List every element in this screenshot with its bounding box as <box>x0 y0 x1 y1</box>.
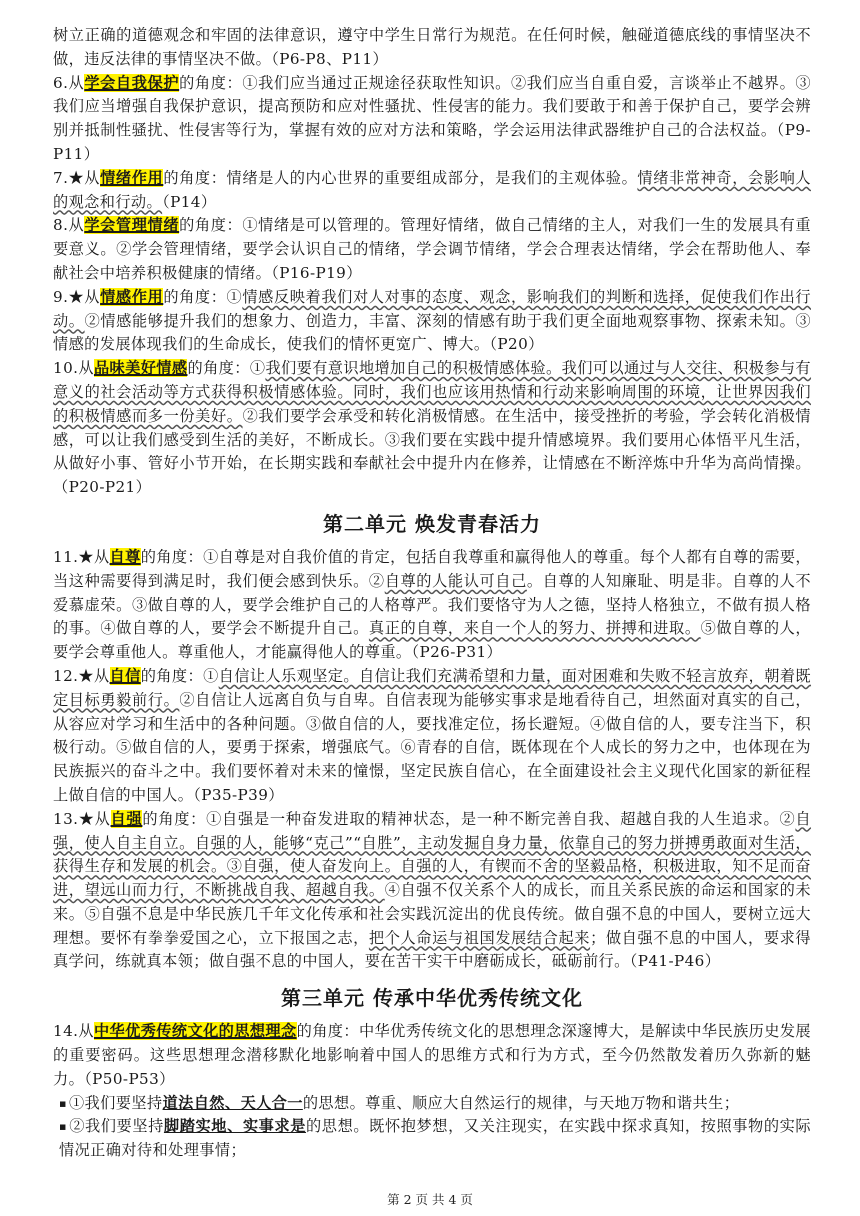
paragraph-11 <box>53 546 811 665</box>
paragraph-text: ②情感能够提升我们的想象力、创造力，丰富、深刻的情感有助于我们更全面地观察事物、探索未知。③情感的发展体现我们的生命成长，使我们的情怀更宽广、博大。（P20） <box>53 311 811 354</box>
item-number: 6.从 <box>53 73 85 92</box>
underlined-text: 我们要有意识地增加自己的积极情感体验。我们可以通过与人交往、积极参与有意义的社会活动等方式获得积极情感体验。同时，我们也应该用热情和行动来影响周围的环境，让世界因我们的积极情感而多一份美好。 <box>53 359 812 425</box>
highlighted-keyword: 情绪作用 <box>100 168 164 187</box>
paragraph-8 <box>53 214 811 285</box>
bullet-text: ①我们要坚持 <box>69 1093 163 1112</box>
highlighted-keyword: 品味美好情感 <box>93 359 188 378</box>
paragraph-10 <box>53 357 811 500</box>
paragraph-text: 。自尊的人知廉耻、明是非。自尊的人不爱慕虚荣。③做自尊的人，要学会维护自己的人格尊严。我们要恪守为人之德，坚持人格独立，不做有损人格的事。④做自尊的人，要学会不断提升自己。 <box>53 571 812 638</box>
bullet-item-2 <box>53 1115 811 1163</box>
unit-2-title: 第二单元 焕发青春活力 <box>323 511 541 536</box>
bold-keyword: 脚踏实地、实事求是 <box>163 1117 307 1136</box>
item-number: 11.★从 <box>53 547 110 566</box>
paragraph-text: 树立正确的道德观念和牢固的法律意识，遵守中学生日常行为规范。在任何时候，触碰道德底线的事情坚决不做，违反法律的事情坚决不做。（P6-P8、P11） <box>53 26 811 68</box>
item-number: 8.从 <box>53 216 85 235</box>
underlined-text: 情绪非常神奇，会影响人的观念和行动。 <box>53 168 811 211</box>
item-number: 10.从 <box>53 359 94 378</box>
paragraph-text: ④自强不仅关系个人的成长，而且关系民族的命运和国家的未来。⑤自强不息是中华民族几千年文化传承和社会实践沉淀出的优良传统。做自强不息的中国人，要树立远大理想。要怀有拳拳爱国之心，立下报国之志， <box>53 881 811 947</box>
paragraph-6 <box>53 72 811 167</box>
paragraph-text: 的角度：①自强是一种奋发进取的精神状态，是一种不断完善自我、超越自我的人生追求。② <box>142 809 796 828</box>
document-page <box>53 24 811 1163</box>
bullet-item-1 <box>53 1092 811 1116</box>
paragraph-14 <box>53 1020 811 1091</box>
item-number: 13.★从 <box>53 809 111 828</box>
bold-keyword: 道法自然、天人合一 <box>162 1093 303 1112</box>
paragraph-text: 的角度：①我们应当通过正规途径获取性知识。②我们应当自重自爱，言谈举止不越界。③我们应当增强自我保护意识，提高预防和应对性骚扰、性侵害的能力。我们要敢于和善于保护自己，要学会辨别并抵制性骚扰、性侵害等行为，掌握有效的应对方法和策略，学会运用法律武器维护自己的合法权益。（P9-P11） <box>53 73 811 163</box>
highlighted-keyword: 情感作用 <box>100 287 164 306</box>
bullet-icon: ▪ <box>59 1120 67 1134</box>
bullet-text: 的思想。既怀抱梦想，又关注现实，在实践中探求真知，按照事物的实际情况正确对待和处理事情； <box>59 1117 811 1160</box>
highlighted-keyword: 学会管理情绪 <box>84 216 180 235</box>
highlighted-keyword: 自强 <box>110 809 143 828</box>
underlined-text: 真正的自尊，来自一个人的努力、拼搏和进取。 <box>368 619 701 638</box>
paragraph-13 <box>53 808 811 975</box>
underlined-text: 把个人命运与祖国发展结合起来 <box>368 928 591 947</box>
bullet-text: 的思想。尊重、顺应大自然运行的规律，与天地万物和谐共生； <box>302 1093 740 1112</box>
underlined-text: 自强，使人自主自立。自强的人，能够“克己”“自胜”，主动发掘自身力量，依靠自己的努力拼搏勇敢面对生活，获得生存和发展的机会。③自强，使人奋发向上。自强的人，有锲而不舍的坚毅品格，积极进取，知不足而奋进，望远山而力行，不断挑战自我、超越自我。 <box>53 809 811 900</box>
highlighted-keyword: 学会自我保护 <box>84 73 180 92</box>
highlighted-keyword: 自尊 <box>109 547 141 566</box>
paragraph-5-continued <box>53 24 811 72</box>
paragraph-text: 的角度：① <box>163 287 243 306</box>
highlighted-keyword: 中华优秀传统文化的思想理念 <box>93 1022 297 1041</box>
paragraph-9 <box>53 286 811 357</box>
underlined-text: 自信让人乐观坚定。自信让我们充满希望和力量，面对困难和失败不轻言放弃，朝着既定目标勇毅前行。 <box>53 666 812 709</box>
bullet-text: ②我们要坚持 <box>69 1117 164 1136</box>
highlighted-keyword: 自信 <box>109 666 141 685</box>
item-number: 9.★从 <box>53 287 101 306</box>
paragraph-text: 的角度：情绪是人的内心世界的重要组成部分，是我们的主观体验。 <box>163 168 638 187</box>
page-footer: 第 2 页 共 4 页 <box>387 1192 473 1207</box>
item-number: 14.从 <box>53 1022 94 1041</box>
page-reference: （P14） <box>162 192 217 211</box>
unit-3-title: 第三单元 传承中华优秀传统文化 <box>281 986 583 1011</box>
paragraph-text: 的角度：①情绪是可以管理的。管理好情绪，做自己情绪的主人，对我们一生的发展具有重要意义。②学会管理情绪，要学会认识自己的情绪，学会调节情绪，学会合理表达情绪，学会在帮助他人、奉献社会中培养积极健康的情绪。（P16-P19） <box>53 216 811 282</box>
paragraph-7 <box>53 167 811 215</box>
bullet-icon: ▪ <box>59 1096 67 1110</box>
paragraph-text: 的角度：① <box>140 666 219 685</box>
paragraph-text: ⑤做自尊的人，要学会尊重他人。尊重他人，才能赢得他人的尊重。（P26-P31） <box>53 619 812 662</box>
underlined-text: 情感反映着我们对人对事的态度、观念，影响我们的判断和选择，促使我们作出行动。 <box>53 287 811 330</box>
paragraph-12 <box>53 665 811 808</box>
paragraph-text: 的角度：①自尊是对自我价值的肯定，包括自我尊重和赢得他人的尊重。每个人都有自尊的需要，当这种需要得到满足时，我们便会感到快乐。② <box>53 547 811 590</box>
item-number: 12.★从 <box>53 666 110 685</box>
paragraph-text: 的角度：① <box>187 359 266 378</box>
item-number: 7.★从 <box>53 168 101 187</box>
paragraph-text: 的角度：中华优秀传统文化的思想理念深邃博大，是解读中华民族历史发展的重要密码。这些思想理念潜移默化地影响着中国人的思维方式和行为方式，至今仍然散发着历久弥新的魅力。（P50-P53） <box>53 1022 812 1088</box>
paragraph-text: ②自信让人远离自负与自卑。自信表现为能够实事求是地看待自己，坦然面对真实的自己，从容应对学习和生活中的各种问题。③做自信的人，要找准定位，扬长避短。④做自信的人，要专注当下，积极行动。⑤做自信的人，要勇于探索，增强底气。⑥青春的自信，既体现在个人成长的努力之中，也体现在为民族振兴的奋斗之中。我们要怀着对未来的憧憬，坚定民族自信心，在全面建设社会主义现代化国家的新征程上做自信的中国人。（P35-P39） <box>53 690 812 804</box>
underlined-text: 自尊的人能认可自己 <box>384 571 527 590</box>
paragraph-text: ②我们要学会承受和转化消极情感。在生活中，接受挫折的考验，学会转化消极情感，可以让我们感受到生活的美好，不断成长。③我们要在实践中提升情感境界。我们要用心体悟平凡生活，从做好小事、管好小节开始，在长期实践和奉献社会中提升内在修养，让情感在不断淬炼中升华为高尚情操。（P20-P21） <box>53 406 811 497</box>
paragraph-text: ；做自强不息的中国人，要求得真学问，练就真本领；做自强不息的中国人，要在苦干实干中磨砺成长，砥砺前行。（P41-P46） <box>53 928 811 971</box>
